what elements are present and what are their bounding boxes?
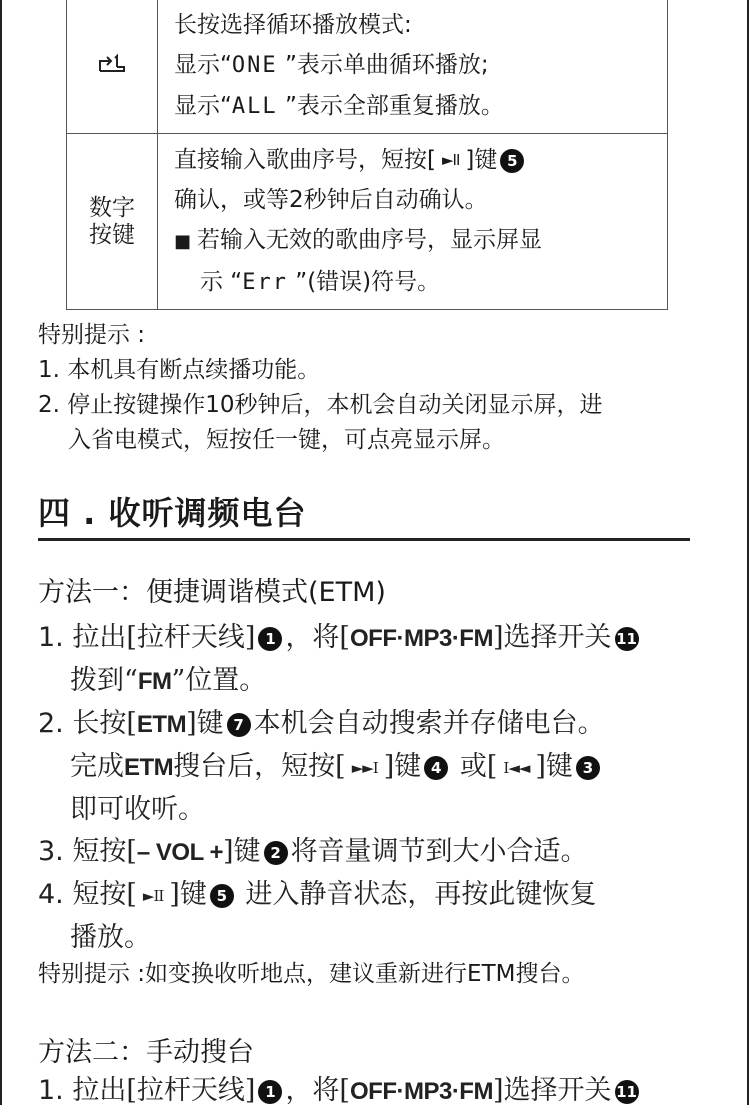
display-one-text: ONE [231, 53, 278, 78]
repeat-key-cell [67, 0, 158, 134]
callout-number: 5 [210, 884, 234, 908]
text-segment: 拉出[拉杆天线] [72, 1075, 256, 1106]
step-number: 1. [38, 1075, 64, 1106]
function-table [66, 0, 668, 310]
method-1-steps [38, 617, 718, 959]
text-segment: 短按[ [72, 879, 137, 910]
number-keys-label-2: 按键 [89, 221, 135, 248]
text-segment: 若输入无效的歌曲序号，显示屏显 [197, 227, 543, 253]
number-line-2: 确认，或等2秒钟后自动确认。 [174, 187, 488, 213]
method-2-step-1 [38, 1070, 718, 1113]
etm-label: ETM [136, 711, 187, 738]
repeat-line-2 [174, 45, 667, 86]
step-number: 3. [38, 836, 64, 867]
text-segment: ”表示单曲循环播放; [277, 52, 489, 78]
page-border-right [747, 0, 749, 1105]
text-segment: 示 “ [200, 269, 243, 295]
step-4 [38, 874, 718, 917]
step-2-cont [38, 746, 718, 789]
text-segment: 将音量调节到大小合适。 [290, 836, 588, 867]
text-segment: ]选择开关 [492, 1075, 612, 1106]
switch-label: OFF·MP3·FM [349, 1078, 493, 1105]
text-segment: ”(错误)符号。 [287, 269, 441, 295]
display-err-text: Err [242, 270, 288, 295]
text-segment: ]键 [535, 751, 573, 782]
text-segment: ]键 [186, 708, 224, 739]
number-line-4 [174, 262, 667, 303]
text-segment: ]键 [465, 147, 498, 173]
text-segment: ]键 [223, 836, 261, 867]
repeat-line-3 [174, 86, 667, 127]
text-segment: ]键 [383, 751, 422, 782]
play-pause-icon: ►II [142, 887, 164, 905]
notes-item-1: 1. 本机具有断点续播功能。 [38, 357, 321, 383]
step-number: 1. [38, 622, 64, 653]
text-segment: 拨到“ [70, 665, 138, 696]
repeat-one-icon [97, 52, 127, 74]
callout-number: 4 [424, 756, 448, 780]
step-number: 2. [38, 708, 64, 739]
text-segment: ]键 [169, 879, 207, 910]
square-bullet-icon: ■ [174, 231, 192, 252]
callout-number: 2 [264, 841, 288, 865]
number-line-1 [174, 140, 667, 180]
text-segment: 或[ [451, 751, 498, 782]
text-segment: 短按[ [72, 836, 137, 867]
notes-title: 特别提示 : [38, 322, 146, 348]
previous-track-icon: I◄◄ [503, 759, 530, 777]
method-1-title: 方法一：便捷调谐模式(ETM) [38, 577, 386, 608]
text-segment: 显示“ [174, 93, 232, 119]
number-keys-label-1: 数字 [89, 194, 135, 221]
display-all-text: ALL [231, 94, 278, 119]
repeat-description [158, 0, 668, 134]
step-4-cont: 播放。 [70, 922, 151, 953]
text-segment: 拉出[拉杆天线] [72, 622, 256, 653]
table-row-repeat [67, 0, 668, 134]
fm-label: FM [137, 668, 172, 695]
number-keys-description [158, 134, 668, 310]
next-track-icon: ►►I [351, 759, 378, 777]
section-divider [38, 538, 690, 541]
callout-number: 1 [258, 627, 282, 651]
text-segment: ，将[ [285, 1075, 350, 1106]
table-row-number-keys [67, 134, 668, 310]
callout-number: 1 [258, 1080, 282, 1104]
callout-number: 11 [615, 627, 639, 651]
text-segment: 直接输入歌曲序号，短按[ [174, 147, 436, 173]
callout-number: 5 [500, 149, 524, 173]
callout-number: 7 [227, 713, 251, 737]
etm-label: ETM [124, 754, 174, 781]
section-title: 四 . 收听调频电台 [38, 494, 307, 532]
number-keys-cell [67, 134, 158, 310]
step-2-cont-2: 即可收听。 [70, 794, 205, 825]
step-1 [38, 617, 718, 660]
switch-label: OFF·MP3·FM [349, 625, 493, 652]
text-segment: 完成 [70, 751, 124, 782]
number-line-3 [174, 220, 667, 262]
volume-key-label: – VOL + [136, 839, 224, 866]
notes-item-2a: 2. 停止按键操作10秒钟后，本机会自动关闭显示屏，进 [38, 392, 603, 418]
notes-item-2b: 入省电模式，短按任一键，可点亮显示屏。 [68, 427, 505, 453]
callout-number: 3 [576, 756, 600, 780]
text-segment: 搜台后，短按[ [173, 751, 346, 782]
step-number: 4. [38, 879, 64, 910]
text-segment: ”位置。 [171, 665, 267, 696]
callout-number: 11 [615, 1080, 639, 1104]
step-1-cont [38, 660, 718, 703]
special-tip: 特别提示 :如变换收听地点，建议重新进行ETM搜台。 [38, 961, 585, 987]
method-2-title: 方法二：手动搜台 [38, 1037, 254, 1068]
play-pause-icon: ►II [441, 151, 460, 169]
text-segment: 进入静音状态，再按此键恢复 [236, 879, 597, 910]
method-2-steps [38, 1070, 718, 1113]
step-3 [38, 831, 718, 874]
text-segment: 本机会自动搜索并存储电台。 [253, 708, 605, 739]
step-2 [38, 703, 718, 746]
repeat-line-1: 长按选择循环播放模式: [174, 12, 412, 38]
text-segment: ]选择开关 [492, 622, 612, 653]
text-segment: 显示“ [174, 52, 232, 78]
text-segment: ，将[ [285, 622, 350, 653]
page-border-left [0, 0, 2, 1105]
text-segment: 长按[ [72, 708, 137, 739]
text-segment: ”表示全部重复播放。 [277, 93, 504, 119]
special-notes [38, 318, 698, 458]
